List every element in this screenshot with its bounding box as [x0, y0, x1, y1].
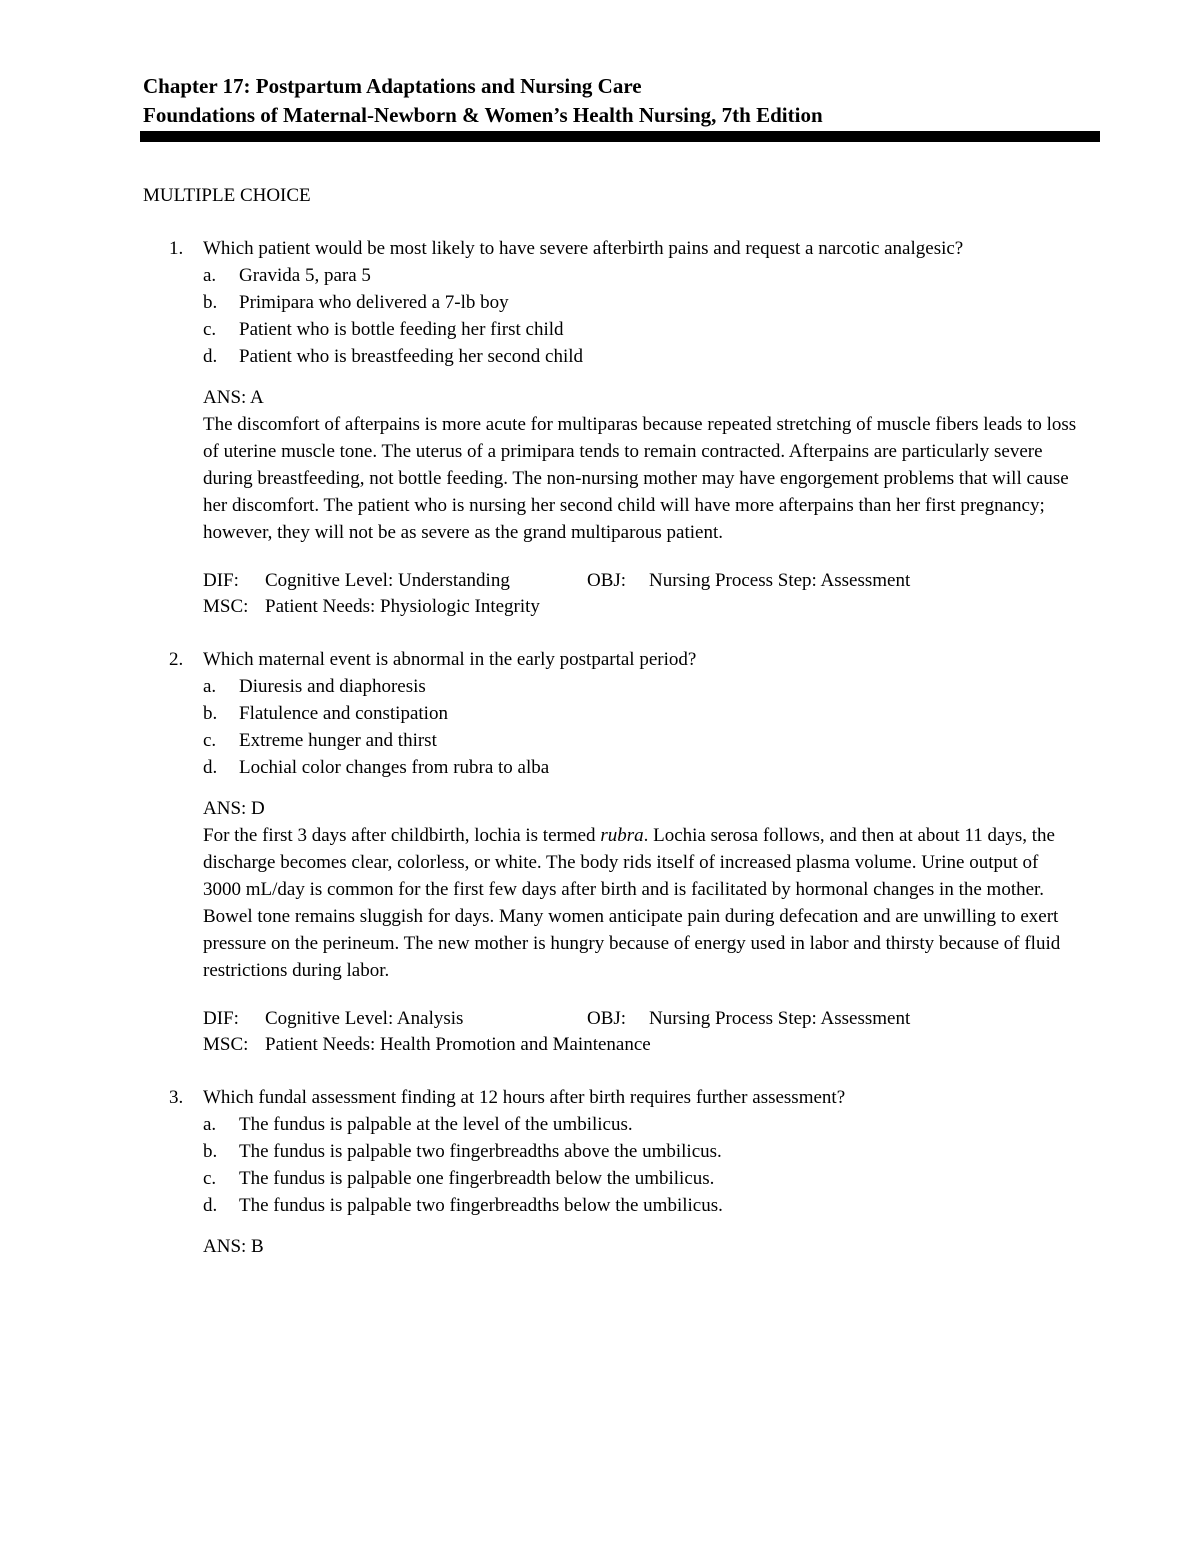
option-letter: b.: [203, 703, 218, 724]
option-list: [203, 1111, 1100, 1219]
rationale: The discomfort of afterpains is more acute for multiparas because repeated stretching of muscle fibers leads to loss of uterine muscle tone. The uterus of a primipara tends to remain contracted. Afterpains are particularly severe during breastfeeding, not bottle feeding. The non-nursing mother may have engorgement problems that will cause her discomfort. The patient who is nursing her second child will have more afterpains than her first pregnancy; however, they will not be as severe as the grand multiparous patient.: [203, 414, 1077, 543]
dif-value: Cognitive Level: Understanding: [265, 570, 510, 591]
option-d: [203, 754, 1100, 781]
option-a: [203, 1111, 1100, 1138]
question-number: 2.: [169, 649, 184, 670]
option-c: [203, 1165, 1100, 1192]
option-letter: a.: [203, 1114, 217, 1135]
option-list: [203, 673, 1100, 781]
answer-block: [203, 384, 1100, 620]
option-text: The fundus is palpable at the level of the umbilicus.: [239, 1114, 633, 1135]
option-a: [203, 673, 1100, 700]
document-header: [143, 72, 1100, 130]
option-text: Flatulence and constipation: [239, 703, 448, 724]
msc-label: MSC:: [203, 1034, 249, 1055]
question-stem: Which fundal assessment finding at 12 hours after birth requires further assessment?: [203, 1087, 846, 1108]
question-metadata: [203, 568, 1100, 620]
msc-value: Patient Needs: Health Promotion and Maintenance: [265, 1034, 651, 1055]
option-letter: c.: [203, 730, 217, 751]
option-letter: a.: [203, 265, 217, 286]
option-letter: b.: [203, 1141, 218, 1162]
rationale: [203, 822, 1100, 984]
option-text: Gravida 5, para 5: [239, 265, 371, 286]
answer-block: [203, 795, 1100, 1058]
answer-key: ANS: A: [203, 387, 264, 408]
option-letter: c.: [203, 319, 217, 340]
option-letter: d.: [203, 346, 218, 367]
option-c: [203, 316, 1100, 343]
option-d: [203, 1192, 1100, 1219]
question-1: [143, 235, 1100, 620]
option-text: The fundus is palpable two fingerbreadths above the umbilicus.: [239, 1141, 722, 1162]
option-letter: d.: [203, 757, 218, 778]
option-a: [203, 262, 1100, 289]
option-text: Extreme hunger and thirst: [239, 730, 437, 751]
option-b: [203, 1138, 1100, 1165]
obj-label: OBJ:: [587, 570, 627, 591]
option-letter: d.: [203, 1195, 218, 1216]
option-letter: b.: [203, 292, 218, 313]
option-text: Patient who is breastfeeding her second child: [239, 346, 584, 367]
question-number: 1.: [169, 238, 184, 259]
obj-value: Nursing Process Step: Assessment: [649, 1008, 911, 1029]
dif-value: Cognitive Level: Analysis: [265, 1008, 464, 1029]
rationale-text: . Lochia serosa follows, and then at about 11 days, the discharge becomes clear, colorless, or white. The body rids itself of increased plasma volume. Urine output of 3000 mL/day is common for the first few days after birth and is facilitated by hormonal changes in the mother. Bowel tone remains sluggish for days. Many women anticipate pain during defecation and are unwilling to exert pressure on the perineum. The new mother is hungry because of energy used in labor and thirsty because of fluid restrictions during labor.: [203, 825, 1061, 981]
question-stem: Which patient would be most likely to have severe afterbirth pains and request a narcotic analgesic?: [203, 238, 964, 259]
msc-value: Patient Needs: Physiologic Integrity: [265, 596, 540, 617]
option-b: [203, 289, 1100, 316]
document-body: [143, 182, 1100, 1286]
obj-label: OBJ:: [587, 1008, 627, 1029]
rationale-text: For the first 3 days after childbirth, lochia is termed: [203, 825, 601, 846]
question-2: [143, 646, 1100, 1058]
option-text: The fundus is palpable two fingerbreadths below the umbilicus.: [239, 1195, 723, 1216]
option-list: [203, 262, 1100, 370]
question-number: 3.: [169, 1087, 184, 1108]
option-text: Lochial color changes from rubra to alba: [239, 757, 550, 778]
question-3: [143, 1084, 1100, 1260]
answer-key: ANS: D: [203, 798, 265, 819]
section-title: MULTIPLE CHOICE: [143, 185, 311, 206]
option-letter: a.: [203, 676, 217, 697]
answer-key: ANS: B: [203, 1236, 264, 1257]
obj-value: Nursing Process Step: Assessment: [649, 570, 911, 591]
header-rule: [140, 131, 1100, 142]
option-text: Patient who is bottle feeding her first child: [239, 319, 564, 340]
option-text: Diuresis and diaphoresis: [239, 676, 426, 697]
option-text: Primipara who delivered a 7-lb boy: [239, 292, 509, 313]
msc-label: MSC:: [203, 596, 249, 617]
question-stem: Which maternal event is abnormal in the early postpartal period?: [203, 649, 697, 670]
option-c: [203, 727, 1100, 754]
rationale-term: rubra: [600, 825, 644, 846]
dif-label: DIF:: [203, 1008, 239, 1029]
chapter-title: Chapter 17: Postpartum Adaptations and Nursing Care: [143, 74, 642, 98]
book-title: Foundations of Maternal-Newborn & Women’s Health Nursing, 7th Edition: [143, 103, 823, 127]
answer-block: [203, 1233, 1100, 1260]
option-b: [203, 700, 1100, 727]
option-text: The fundus is palpable one fingerbreadth below the umbilicus.: [239, 1168, 715, 1189]
question-metadata: [203, 1006, 1100, 1058]
option-d: [203, 343, 1100, 370]
dif-label: DIF:: [203, 570, 239, 591]
option-letter: c.: [203, 1168, 217, 1189]
